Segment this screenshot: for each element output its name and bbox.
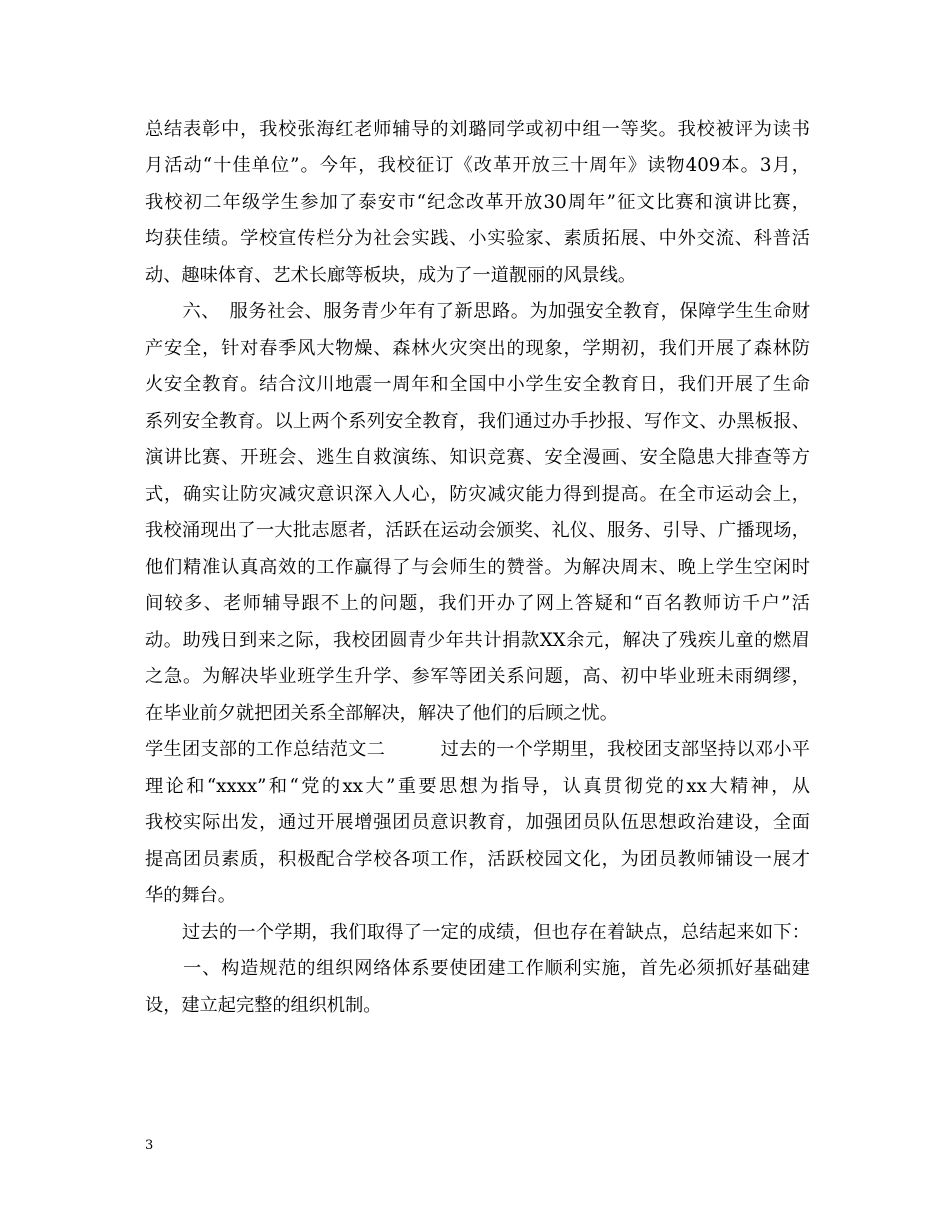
text-line: 我校实际出发，通过开展增强团员意识教育，加强团员队伍思想政治建设，全面 (145, 812, 810, 833)
section-heading-line: 学生团支部的工作总结范文二 过去的一个学期里，我校团支部坚持以邓小平 (145, 739, 810, 760)
text-line: 设，建立起完整的组织机制。 (145, 995, 382, 1016)
text-line: 系列安全教育。以上两个系列安全教育，我们通过办手抄报、写作文、办黑板报、 (145, 411, 810, 432)
text-line: 动。助残日到来之际，我校团圆青少年共计捐款XX余元，解决了残疾儿童的燃眉 (145, 630, 810, 651)
text-line: 之急。为解决毕业班学生升学、参军等团关系问题，高、初中毕业班未雨绸缪， (145, 666, 810, 687)
page-number: 3 (145, 1138, 154, 1153)
text-line: 华的舞台。 (145, 885, 236, 906)
text-line: 产安全，针对春季风大物燥、森林火灾突出的现象，学期初，我们开展了森林防 (145, 338, 810, 359)
text-line: 间较多、老师辅导跟不上的问题，我们开办了网上答疑和“百名教师访千户”活 (145, 593, 810, 614)
text-line: 在毕业前夕就把团关系全部解决，解决了他们的后顾之忧。 (145, 703, 618, 724)
text-line: 动、趣味体育、艺术长廊等板块，成为了一道靓丽的风景线。 (145, 265, 637, 286)
text-line: 我校初二年级学生参加了泰安市“纪念改革开放30周年”征文比赛和演讲比赛， (145, 192, 810, 213)
text-line: 火安全教育。结合汶川地震一周年和全国中小学生安全教育日，我们开展了生命 (145, 374, 810, 395)
text-line: 月活动“十佳单位”。今年，我校征订《改革开放三十周年》读物409本。3月， (145, 155, 810, 176)
text-line: 式，确实让防灾减灾意识深入人心，防灾减灾能力得到提高。在全市运动会上， (145, 484, 810, 505)
text-line: 六、 服务社会、服务青少年有了新思路。为加强安全教育，保障学生生命财 (145, 301, 810, 322)
text-line: 均获佳绩。学校宣传栏分为社会实践、小实验家、素质拓展、中外交流、科普活 (145, 228, 810, 249)
text-line: 演讲比赛、开班会、逃生自救演练、知识竞赛、安全漫画、安全隐患大排查等方 (145, 447, 810, 468)
text-line: 过去的一个学期，我们取得了一定的成绩，但也存在着缺点，总结起来如下： (145, 922, 810, 943)
text-line: 我校涌现出了一大批志愿者，活跃在运动会颁奖、礼仪、服务、引导、广播现场， (145, 520, 810, 541)
text-line: 他们精准认真高效的工作赢得了与会师生的赞誉。为解决周末、晚上学生空闲时 (145, 557, 810, 578)
text-line: 理论和“xxxx”和“党的xx大”重要思想为指导，认真贯彻党的xx大精神，从 (145, 776, 810, 797)
text-line: 总结表彰中，我校张海红老师辅导的刘璐同学或初中组一等奖。我校被评为读书 (145, 119, 810, 140)
text-line: 一、构造规范的组织网络体系要使团建工作顺利实施，首先必须抓好基础建 (145, 958, 810, 979)
text-line: 提高团员素质，积极配合学校各项工作，活跃校园文化，为团员教师铺设一展才 (145, 849, 810, 870)
